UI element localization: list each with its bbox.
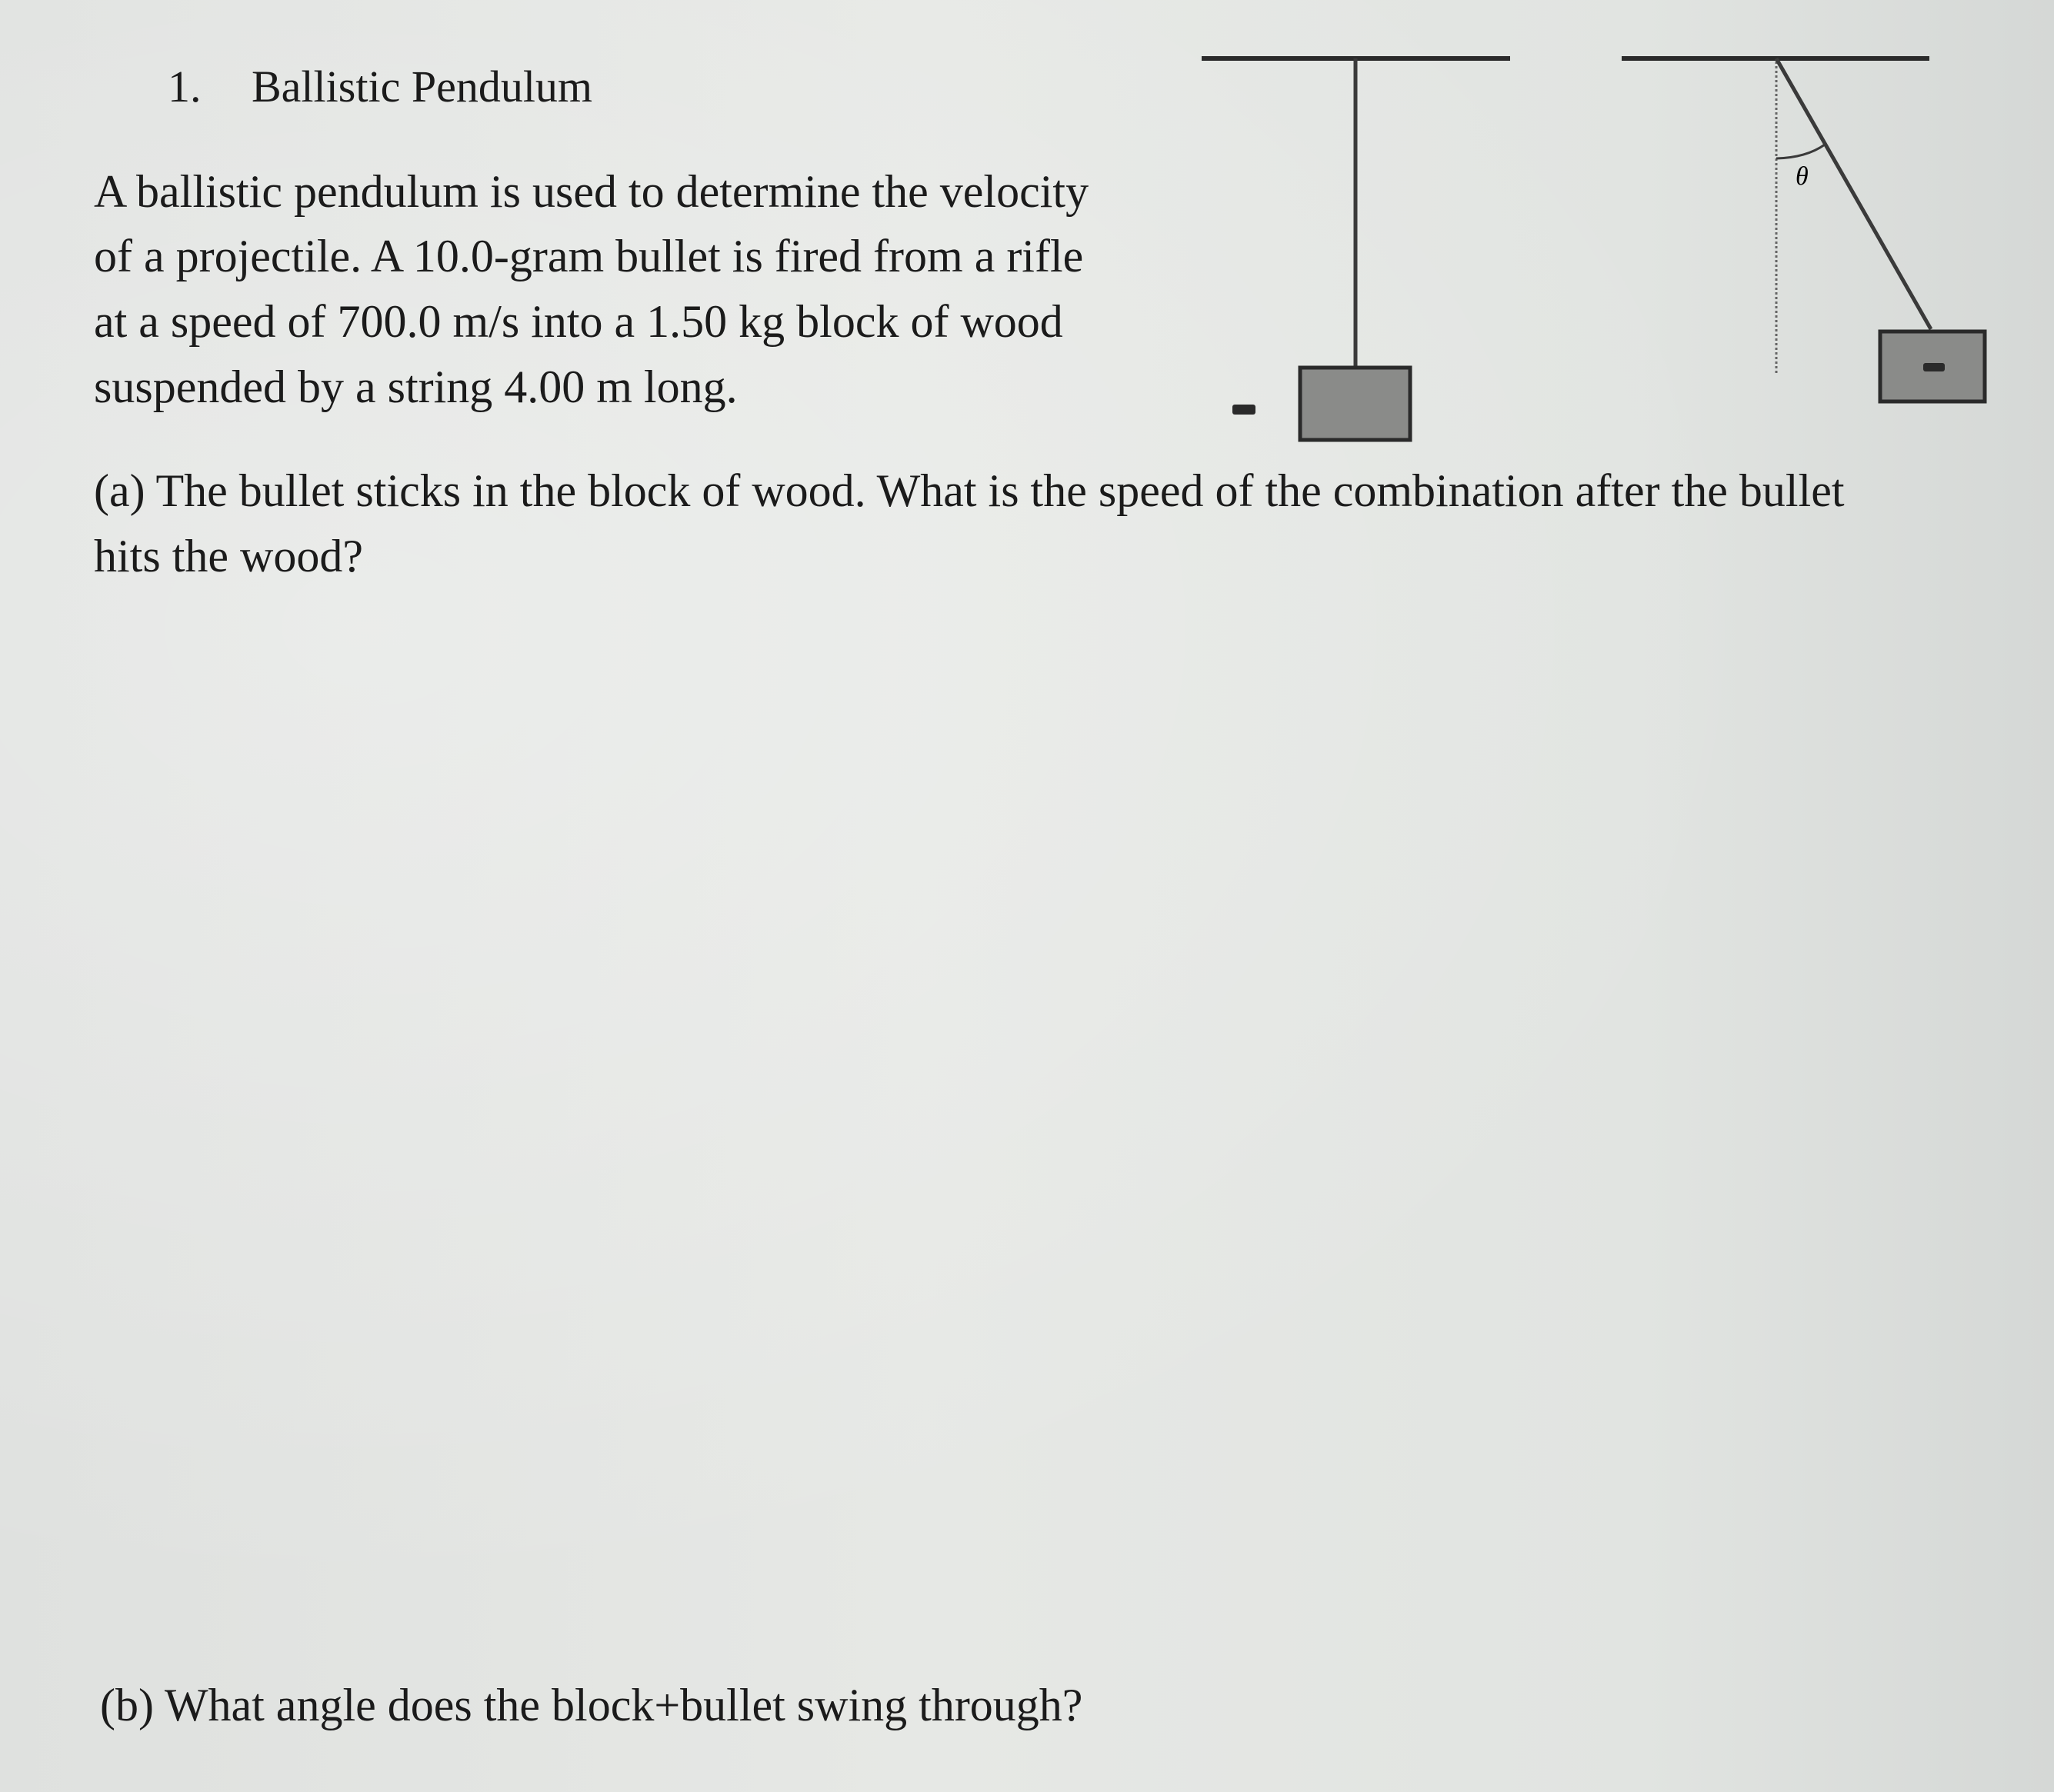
embedded-bullet	[1923, 363, 1945, 371]
pendulum-swung	[1622, 58, 1985, 401]
angle-arc	[1776, 145, 1825, 158]
angle-theta-label: θ	[1796, 162, 1809, 191]
problem-text-line: of a projectile. A 10.0-gram bullet is fired from a rifle	[94, 231, 1084, 281]
problem-text-line: A ballistic pendulum is used to determine the velocity	[94, 166, 1089, 217]
pendulum-at-rest	[1202, 58, 1510, 440]
question-a-line: (a) The bullet sticks in the block of wood. What is the speed of the combination after the bullet	[94, 465, 1845, 516]
wood-block	[1300, 368, 1410, 440]
pendulum-string	[1776, 58, 1931, 329]
problem-number: 1.	[168, 62, 202, 112]
problem-text-line: at a speed of 700.0 m/s into a 1.50 kg block of wood	[94, 296, 1063, 347]
problem-title: Ballistic Pendulum	[252, 62, 593, 112]
question-a-line: hits the wood?	[94, 531, 363, 581]
question-b: (b) What angle does the block+bullet swing through?	[100, 1680, 1083, 1730]
ballistic-pendulum-diagram	[1185, 38, 2039, 454]
bullet	[1232, 405, 1255, 415]
problem-text-line: suspended by a string 4.00 m long.	[94, 361, 738, 412]
